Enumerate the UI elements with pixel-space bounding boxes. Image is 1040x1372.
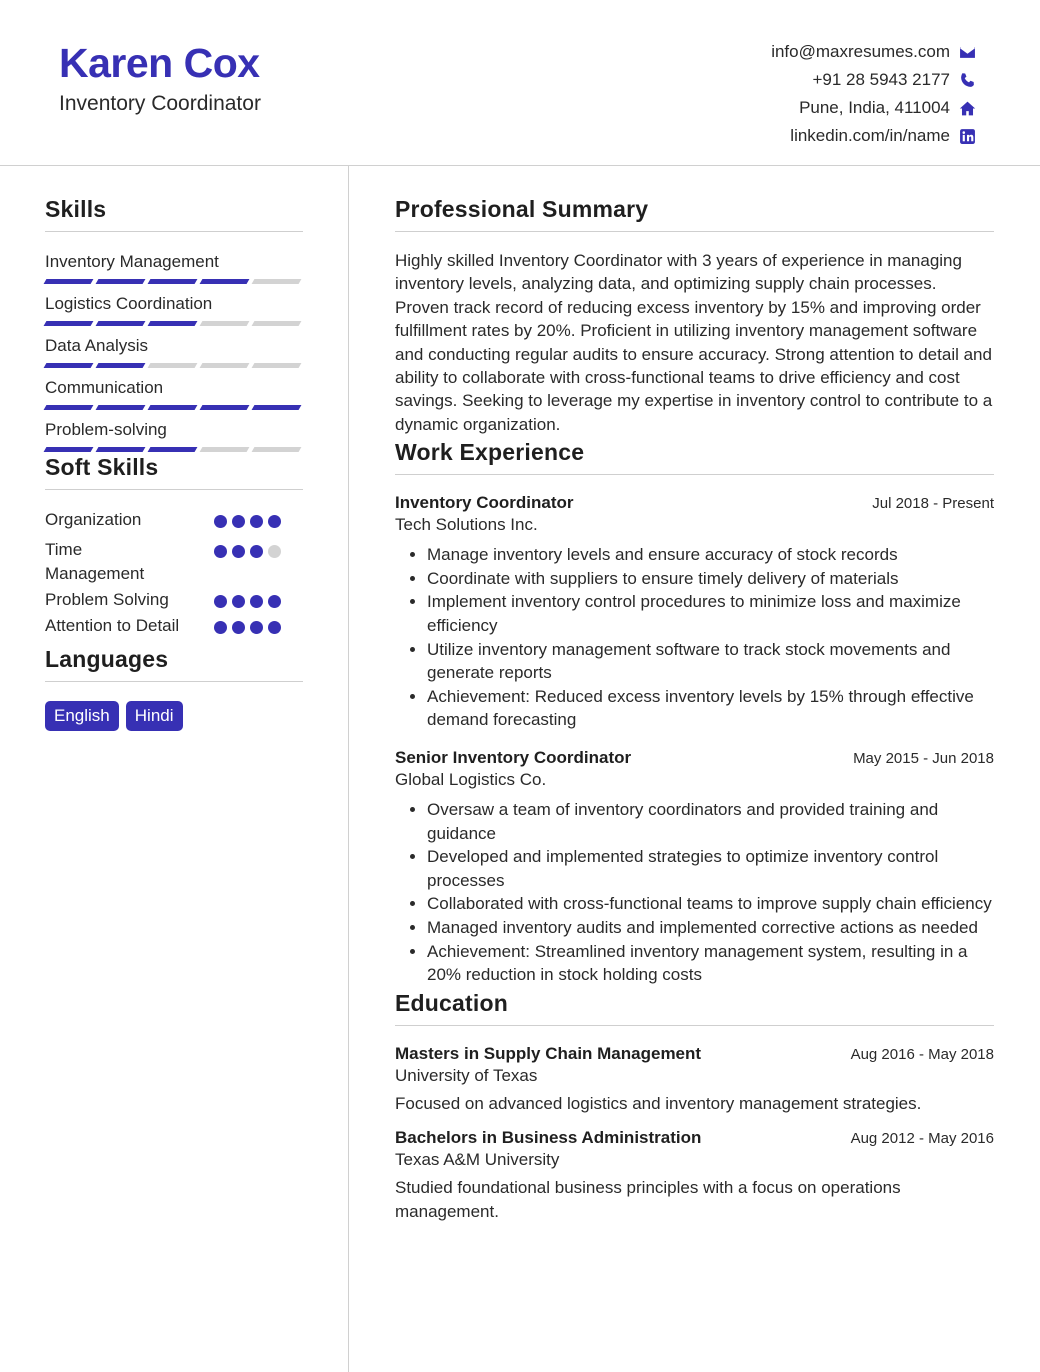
soft-skill-item	[45, 614, 303, 638]
skill-segment-empty	[252, 321, 302, 326]
skill-segment-empty	[200, 363, 250, 368]
rating-dot-filled	[268, 595, 281, 608]
skill-item	[45, 335, 303, 368]
soft-skill-label: Organization	[45, 510, 142, 529]
skill-segment-filled	[96, 363, 146, 368]
summary-text: Highly skilled Inventory Coordinator with 3 years of experience in managing inventory levels, analyzing data, and optimizing supply chain processes. Proven track record of reducing excess inventory by 15% and improving order fulfillment rates by 20%. Proficient in utilizing inventory management software and conducting regular audits to ensure accuracy. Strong attention to detail and ability to collaborate with cross-functional teams to drive efficiency and cost savings. Seeking to leverage my expertise in inventory control to contribute to a dynamic organization.	[395, 251, 993, 434]
rating-dot-filled	[214, 515, 227, 528]
job-entry	[395, 748, 994, 987]
languages-title: Languages	[45, 646, 303, 682]
soft-skills-list	[45, 508, 303, 638]
rating-dot-filled	[250, 515, 263, 528]
soft-skill-item	[45, 538, 303, 586]
skill-segment-empty	[148, 363, 198, 368]
language-badge: English	[45, 701, 119, 731]
experience-title: Work Experience	[395, 439, 994, 475]
skill-label: Data Analysis	[45, 336, 148, 355]
skill-segment-filled	[96, 405, 146, 410]
skill-level-bar	[45, 447, 303, 452]
job-bullet: • Coordinate with suppliers to ensure timely delivery of materials	[427, 567, 994, 591]
rating-dot-filled	[268, 621, 281, 634]
skill-segment-filled	[44, 363, 94, 368]
skill-level-bar	[45, 321, 303, 326]
education-description: Studied foundational business principles with a focus on operations management.	[395, 1177, 901, 1221]
rating-dot-empty	[268, 545, 281, 558]
skill-segment-empty	[252, 447, 302, 452]
job-bullet: • Utilize inventory management software to track stock movements and generate reports	[427, 638, 994, 685]
contact-email-text: info@maxresumes.com	[771, 42, 950, 61]
job-title: Senior Inventory Coordinator	[395, 748, 632, 767]
soft-skill-rating	[214, 621, 281, 638]
job-bullet: • Achievement: Streamlined inventory management system, resulting in a 20% reduction in stock holding costs	[427, 940, 994, 987]
skill-segment-filled	[148, 447, 198, 452]
rating-dot-filled	[250, 545, 263, 558]
education-school: University of Texas	[395, 1065, 538, 1085]
soft-skill-label: Time Management	[45, 540, 145, 583]
skill-level-bar	[45, 363, 303, 368]
languages-list	[45, 701, 303, 731]
skill-label: Communication	[45, 378, 164, 397]
soft-skill-label: Problem Solving	[45, 590, 169, 609]
skill-segment-empty	[252, 279, 302, 284]
left-column	[45, 196, 303, 731]
language-badge: Hindi	[126, 701, 183, 731]
contact-email[interactable]	[771, 38, 976, 66]
job-entry	[395, 493, 994, 732]
rating-dot-filled	[214, 545, 227, 558]
job-bullets	[395, 798, 994, 987]
job-header	[395, 748, 994, 768]
skill-segment-filled	[252, 405, 302, 410]
education-entry	[395, 1044, 994, 1116]
home-icon	[958, 99, 976, 117]
envelope-icon	[958, 43, 976, 61]
rating-dot-filled	[250, 595, 263, 608]
skill-segment-filled	[44, 321, 94, 326]
skill-segment-filled	[96, 279, 146, 284]
skill-item	[45, 293, 303, 326]
skill-level-bar	[45, 405, 303, 410]
education-degree: Masters in Supply Chain Management	[395, 1043, 702, 1063]
phone-icon	[958, 71, 976, 89]
contact-phone-text: +91 28 5943 2177	[812, 70, 950, 89]
education-header	[395, 1044, 994, 1064]
education-school: Texas A&M University	[395, 1149, 560, 1169]
education-title: Education	[395, 990, 994, 1026]
rating-dot-filled	[268, 515, 281, 528]
skill-label: Problem-solving	[45, 420, 167, 439]
linkedin-icon	[958, 127, 976, 145]
right-column	[395, 196, 994, 1224]
education-date: Aug 2012 - May 2016	[850, 1129, 994, 1147]
candidate-role: Inventory Coordinator	[59, 92, 261, 115]
rating-dot-filled	[214, 621, 227, 634]
skill-segment-empty	[252, 363, 302, 368]
contact-list	[771, 38, 976, 150]
skill-level-bar	[45, 279, 303, 284]
education-degree: Bachelors in Business Administration	[395, 1127, 702, 1147]
job-bullets	[395, 543, 994, 732]
skill-segment-filled	[200, 279, 250, 284]
job-company: Global Logistics Co.	[395, 770, 547, 789]
skill-segment-filled	[96, 321, 146, 326]
skill-label: Inventory Management	[45, 252, 219, 271]
contact-location-text: Pune, India, 411004	[799, 98, 950, 117]
soft-skill-label: Attention to Detail	[45, 616, 180, 635]
education-date: Aug 2016 - May 2018	[850, 1045, 994, 1063]
column-divider	[348, 166, 349, 1372]
skill-item	[45, 377, 303, 410]
education-entry	[395, 1128, 994, 1224]
soft-skills-title: Soft Skills	[45, 454, 303, 490]
skill-segment-filled	[44, 405, 94, 410]
education-header	[395, 1128, 994, 1148]
job-bullet: • Implement inventory control procedures to minimize loss and maximize efficiency	[427, 590, 994, 637]
job-bullet: • Achievement: Reduced excess inventory levels by 15% through effective demand forecasting	[427, 685, 994, 732]
job-company: Tech Solutions Inc.	[395, 515, 538, 535]
rating-dot-filled	[214, 595, 227, 608]
job-bullet: • Managed inventory audits and implemented corrective actions as needed	[427, 916, 994, 940]
skills-list	[45, 251, 303, 452]
summary-title: Professional Summary	[395, 196, 994, 232]
education-description: Focused on advanced logistics and inventory management strategies.	[395, 1093, 922, 1113]
skill-item	[45, 419, 303, 452]
skill-segment-filled	[96, 447, 146, 452]
contact-linkedin[interactable]	[771, 122, 976, 150]
job-header	[395, 493, 994, 513]
rating-dot-filled	[232, 621, 245, 634]
experience-list	[395, 493, 994, 987]
skill-segment-filled	[148, 279, 198, 284]
rating-dot-filled	[250, 621, 263, 634]
skill-item	[45, 251, 303, 284]
skill-segment-filled	[148, 405, 198, 410]
skill-segment-filled	[44, 447, 94, 452]
soft-skill-rating	[214, 545, 281, 586]
contact-linkedin-text: linkedin.com/in/name	[790, 126, 950, 145]
job-bullet: • Oversaw a team of inventory coordinators and provided training and guidance	[427, 798, 994, 845]
job-bullet: • Developed and implemented strategies to optimize inventory control processes	[427, 845, 994, 892]
soft-skill-item	[45, 508, 303, 532]
education-list	[395, 1044, 994, 1224]
job-title: Inventory Coordinator	[395, 493, 574, 513]
candidate-name: Karen Cox	[59, 40, 260, 86]
rating-dot-filled	[232, 595, 245, 608]
skill-label: Logistics Coordination	[45, 294, 213, 313]
job-date: May 2015 - Jun 2018	[853, 750, 994, 767]
job-date: Jul 2018 - Present	[872, 495, 994, 513]
skill-segment-filled	[200, 405, 250, 410]
skills-title: Skills	[45, 196, 303, 232]
job-bullet: • Manage inventory levels and ensure accuracy of stock records	[427, 543, 994, 567]
skill-segment-empty	[200, 321, 250, 326]
resume-header	[0, 0, 1040, 166]
soft-skill-item	[45, 588, 303, 612]
contact-location[interactable]	[771, 94, 976, 122]
job-bullet: • Collaborated with cross-functional teams to improve supply chain efficiency	[427, 892, 994, 916]
soft-skill-rating	[214, 595, 281, 612]
soft-skill-rating	[214, 515, 281, 532]
contact-phone[interactable]	[771, 66, 976, 94]
rating-dot-filled	[232, 545, 245, 558]
rating-dot-filled	[232, 515, 245, 528]
skill-segment-filled	[148, 321, 198, 326]
skill-segment-filled	[44, 279, 94, 284]
skill-segment-empty	[200, 447, 250, 452]
